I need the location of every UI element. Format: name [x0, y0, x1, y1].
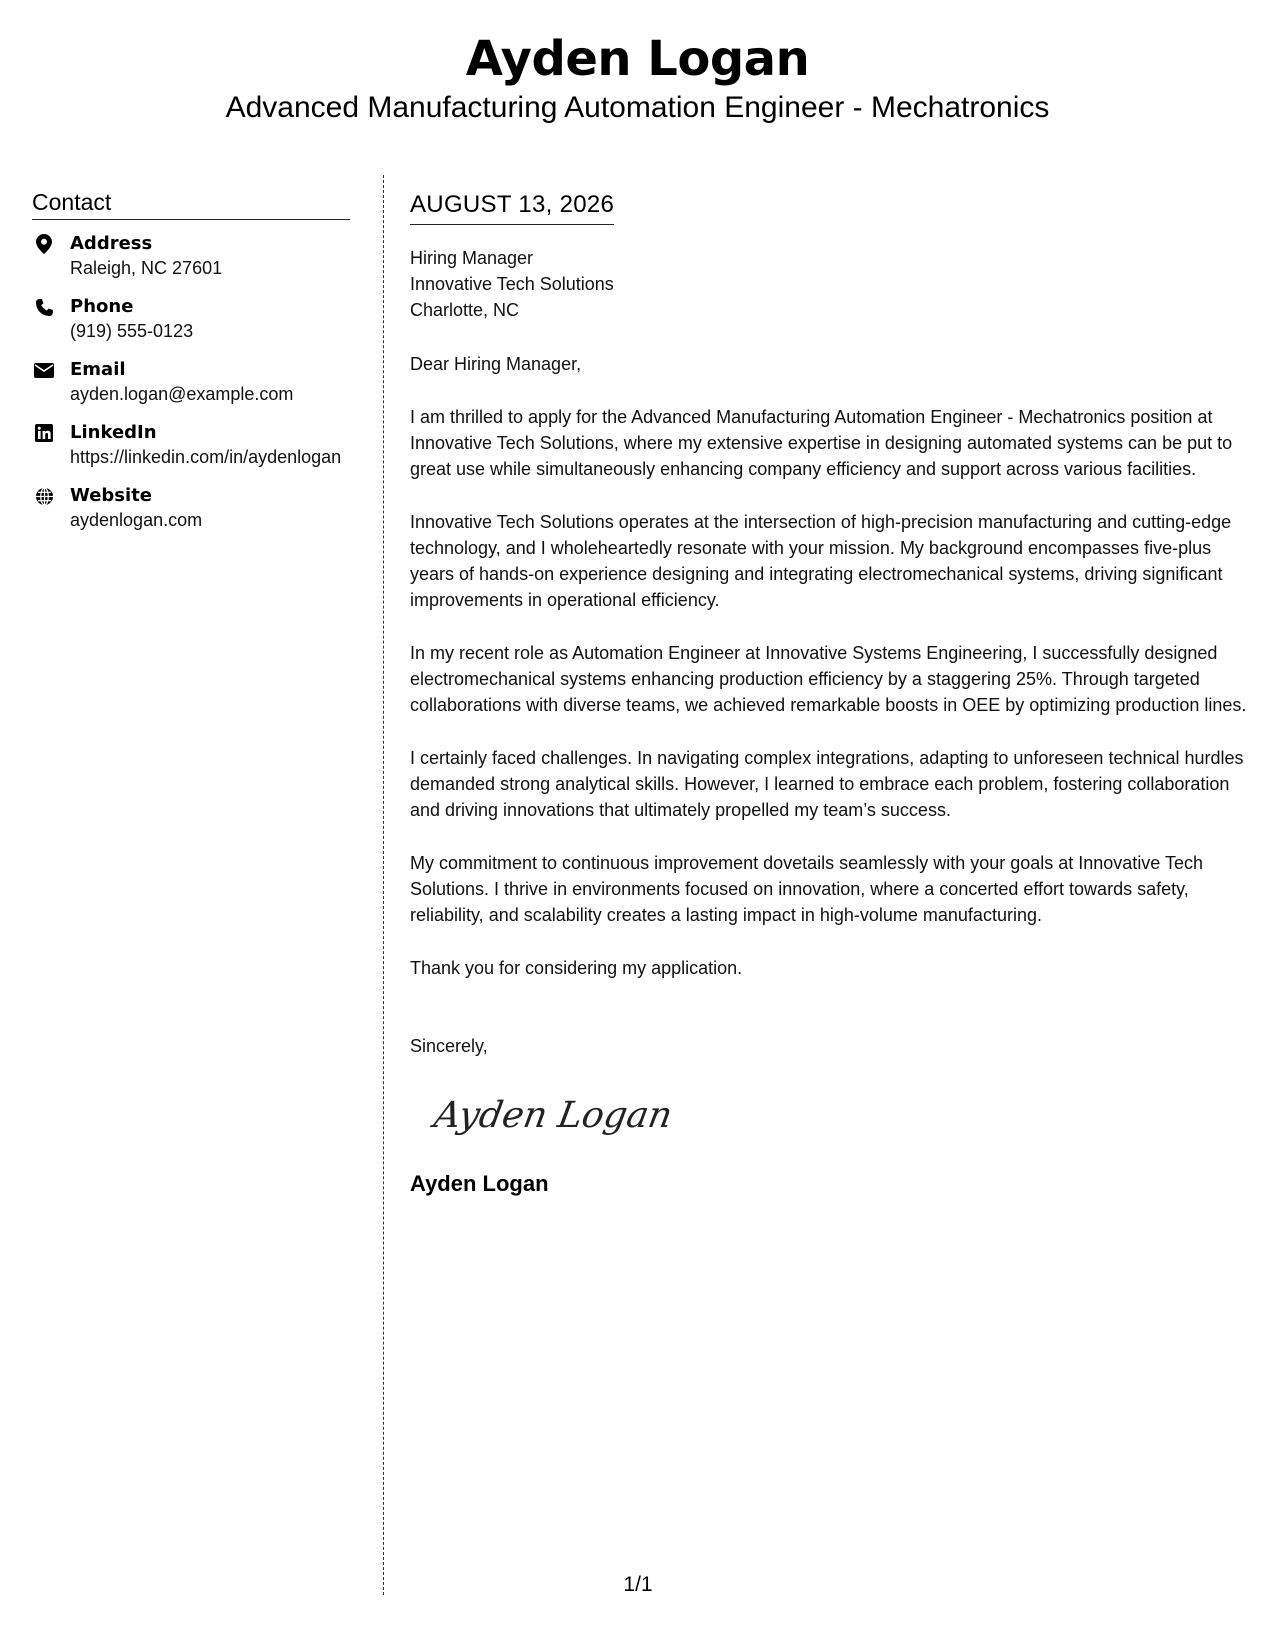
- resume-header: [0, 30, 1275, 126]
- signer-name: Ayden Logan: [410, 1171, 549, 1196]
- contact-value: https://linkedin.com/in/aydenlogan: [70, 447, 342, 467]
- handwritten-signature: [431, 1085, 1255, 1148]
- contact-label: Phone: [70, 296, 134, 317]
- recipient-line: Hiring Manager: [410, 248, 534, 268]
- contact-sidebar: [32, 188, 350, 547]
- letter-paragraph: Thank you for considering my application.: [410, 958, 743, 978]
- contact-value: aydenlogan.com: [70, 510, 203, 530]
- page-number: 1/1: [623, 1573, 653, 1596]
- column-divider: [383, 175, 384, 1595]
- contact-value: (919) 555-0123: [70, 321, 194, 341]
- phone-icon: [34, 297, 54, 317]
- candidate-name: Ayden Logan: [465, 31, 810, 87]
- contact-value: Raleigh, NC 27601: [70, 258, 223, 278]
- contact-item-linkedin: [32, 421, 350, 469]
- letter-paragraph: I certainly faced challenges. In navigating complex integrations, adapting to unforeseen technical hurdles demanded strong analytical skills. However, I learned to embrace each problem, fostering collaboration and driving innovations that ultimately propelled my team’s success.: [410, 748, 1244, 820]
- recipient-block: [410, 245, 1255, 323]
- contact-label: LinkedIn: [70, 422, 157, 443]
- contact-item-website: [32, 484, 350, 532]
- contact-heading: Contact: [32, 188, 350, 220]
- letter-greeting: Dear Hiring Manager,: [410, 354, 582, 374]
- letter-paragraph: I am thrilled to apply for the Advanced Manufacturing Automation Engineer - Mechatronics position at Innovative Tech Solutions, where my extensive expertise in designing automated systems can be put to great use while simultaneously enhancing company efficiency and support across various facilities.: [410, 407, 1233, 479]
- letter-paragraph: My commitment to continuous improvement dovetails seamlessly with your goals at Innovative Tech Solutions. I thrive in environments focused on innovation, where a concerted effort towards safety, reliability, and scalability creates a lasting impact in high-volume manufacturing.: [410, 853, 1204, 925]
- contact-item-phone: [32, 295, 350, 343]
- recipient-line: Charlotte, NC: [410, 300, 520, 320]
- linkedin-icon: [34, 423, 54, 443]
- letter-date: AUGUST 13, 2026: [410, 190, 614, 225]
- letter-body: [410, 190, 1255, 1198]
- envelope-icon: [34, 360, 54, 380]
- contact-label: Email: [70, 359, 126, 380]
- letter-closing: Sincerely,: [410, 1036, 488, 1056]
- job-title: Advanced Manufacturing Automation Engineer - Mechatronics: [225, 91, 1050, 124]
- letter-paragraph: In my recent role as Automation Engineer at Innovative Systems Engineering, I successfully designed electromechanical systems enhancing production efficiency by a staggering 25%. Through targeted collaborations with diverse teams, we achieved remarkable boosts in OEE by optimizing production lines.: [410, 643, 1247, 715]
- contact-item-address: [32, 232, 350, 280]
- contact-label: Address: [70, 233, 153, 254]
- contact-item-email: [32, 358, 350, 406]
- globe-icon: [34, 486, 54, 506]
- letter-paragraph: Innovative Tech Solutions operates at the intersection of high-precision manufacturing and cutting-edge technology, and I wholeheartedly resonate with your mission. My background encompasses five-plus years of hands-on experience designing and integrating electromechanical systems, driving significant improvements in operational efficiency.: [410, 512, 1232, 610]
- contact-label: Website: [70, 485, 153, 506]
- location-pin-icon: [34, 234, 54, 254]
- signature-text: Ayden Logan: [431, 1093, 676, 1136]
- recipient-line: Innovative Tech Solutions: [410, 274, 614, 294]
- contact-value: ayden.logan@example.com: [70, 384, 294, 404]
